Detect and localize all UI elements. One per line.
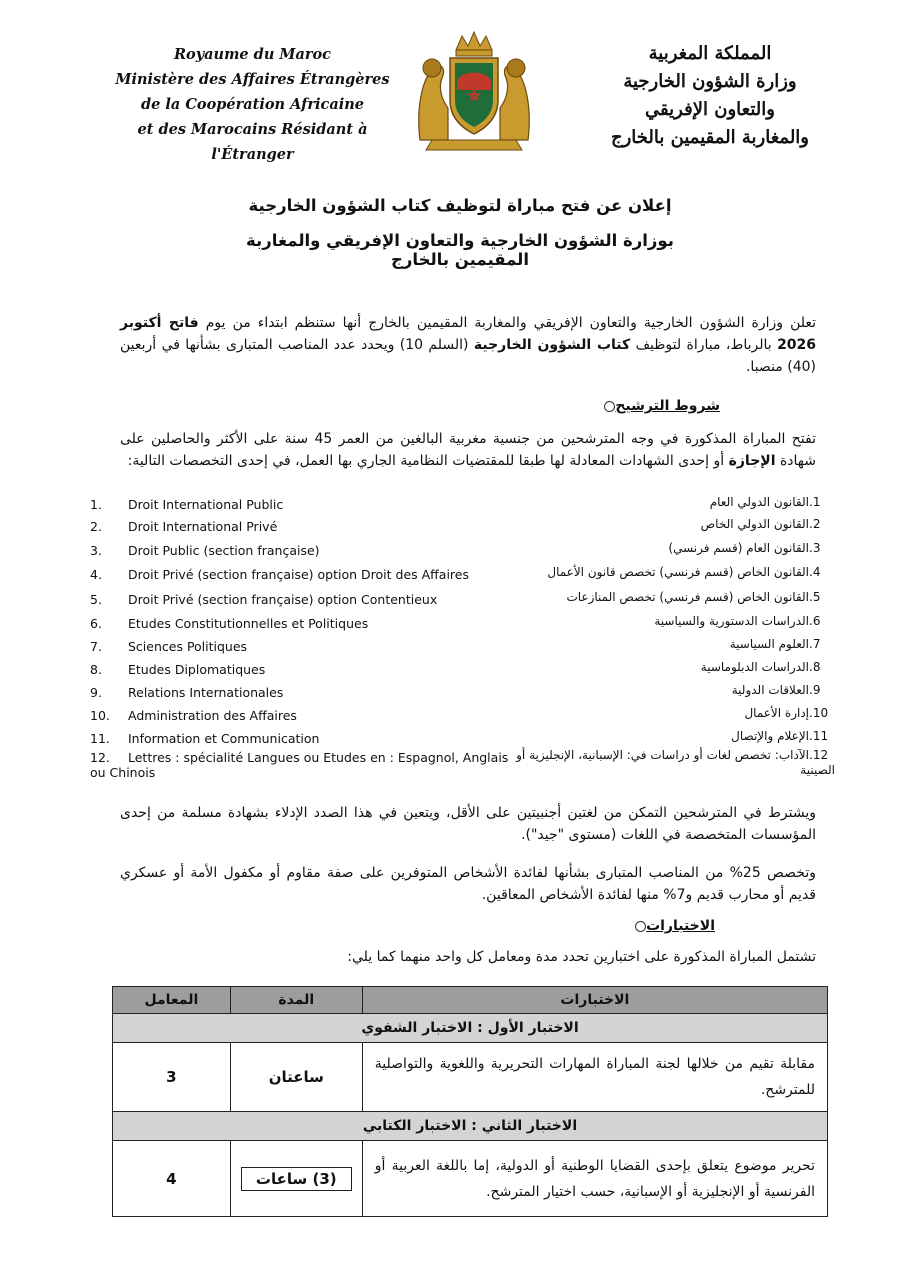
specialty-number: 8. xyxy=(809,660,821,674)
specialty-ar-label: القانون الخاص (قسم فرنسي) تخصص قانون الأعمال xyxy=(547,565,809,579)
specialty-number: 11. xyxy=(809,729,829,743)
specialty-ar-item xyxy=(505,590,835,605)
specialty-fr-item xyxy=(90,592,520,607)
exam-coefficient: 3 xyxy=(113,1043,231,1112)
specialty-ar-label: الدراسات الدبلوماسية xyxy=(700,660,809,674)
specialty-number: 8. xyxy=(90,662,102,677)
specialty-ar-label: العلاقات الدولية xyxy=(731,683,809,697)
specialty-number: 7. xyxy=(809,637,821,651)
specialty-ar-item xyxy=(505,706,835,721)
specialty-number: 4. xyxy=(809,565,821,579)
specialty-fr-item xyxy=(90,616,520,631)
col-exams-header: الاختبارات xyxy=(362,987,827,1014)
specialty-fr-label: Lettres : spécialité Langues ou Etudes en : Espagnol, Anglais ou Chinois xyxy=(90,750,509,780)
exams-intro: تشتمل المباراة المذكورة على اختبارين تحدد مدة ومعامل كل واحد منهما كما يلي: xyxy=(347,949,816,965)
specialty-number: 6. xyxy=(809,614,821,628)
circle-bullet-icon xyxy=(635,921,646,932)
section-label: الاختبار الأول : الاختبار الشفوي xyxy=(113,1014,828,1043)
intro-paragraph: تعلن وزارة الشؤون الخارجية والتعاون الإفريقي والمغاربة المقيمين بالخارج أنها ستنظم ابتداء من يوم فاتح أكتوبر 2026 بالرباط، مباراة لتوظيف كتاب الشؤون الخارجية (السلم 10) ويحدد عدد المناصب المتبارى بشأنها في أربعين (40) منصبا. xyxy=(120,315,817,375)
col-coef-header: المعامل xyxy=(113,987,231,1014)
specialty-fr-label: Droit Public (section française) xyxy=(128,543,320,558)
exam-duration: (3) ساعات xyxy=(241,1167,352,1191)
specialty-fr-item xyxy=(90,639,520,654)
specialty-fr-label: Information et Communication xyxy=(128,731,320,746)
header-fr-line: Royaume du Maroc xyxy=(173,46,331,63)
specialty-fr-label: Etudes Constitutionnelles et Politiques xyxy=(128,616,369,631)
specialty-number: 2. xyxy=(809,517,821,531)
languages-paragraph: ويشترط في المترشحين التمكن من لغتين أجنبيتين على الأقل، ويتعين في هذا الصدد الإدلاء بشهادة مسلمة من إحدى المؤسسات المتخصصة في اللغات (مستوى "جيد"). xyxy=(120,805,816,843)
coat-of-arms-emblem xyxy=(412,28,536,156)
table-row xyxy=(113,1043,828,1112)
header-ar-line: والتعاون الإفريقي xyxy=(645,99,775,120)
specialty-fr-label: Droit Privé (section française) option Droit des Affaires xyxy=(128,567,469,582)
header-ar-line: المملكة المغربية xyxy=(648,43,772,64)
specialty-number: 1. xyxy=(90,497,102,512)
header-ar-line: وزارة الشؤون الخارجية xyxy=(623,71,797,92)
specialty-fr-item xyxy=(90,662,520,677)
specialty-ar-item xyxy=(505,614,835,629)
specialty-number: 5. xyxy=(90,592,102,607)
exam-coefficient: 4 xyxy=(113,1141,231,1217)
specialty-number: 7. xyxy=(90,639,102,654)
conditions-paragraph: تفتح المباراة المذكورة في وجه المترشحين من جنسية مغربية البالغين من العمر 45 سنة على الأكثر والحاصلين على شهادة الإجازة أو إحدى الشهادات المعادلة لها طبقا للمقتضيات النظامية الجاري بها العمل، في إحدى التخصصات التالية: xyxy=(120,431,816,469)
specialty-fr-item xyxy=(90,731,520,746)
header-ar xyxy=(600,40,820,152)
specialty-ar-item xyxy=(505,541,835,556)
title-line-1: إعلان عن فتح مباراة لتوظيف كتاب الشؤون الخارجية xyxy=(248,196,672,215)
specialty-ar-item xyxy=(505,637,835,652)
specialty-ar-item xyxy=(505,683,835,698)
specialty-number: 6. xyxy=(90,616,102,631)
specialty-fr-label: Relations Internationales xyxy=(128,685,284,700)
specialty-number: 9. xyxy=(90,685,102,700)
specialty-number: 10. xyxy=(809,706,829,720)
specialty-number: 9. xyxy=(809,683,821,697)
announcement-title xyxy=(210,196,710,269)
section-label: الاختبار الثاني : الاختبار الكتابي xyxy=(113,1112,828,1141)
table-row xyxy=(113,1141,828,1217)
specialty-ar-label: القانون الدولي العام xyxy=(709,495,809,509)
exam-duration: ساعتان xyxy=(230,1043,362,1112)
specialty-ar-label: العلوم السياسية xyxy=(729,637,809,651)
specialty-number: 5. xyxy=(809,590,821,604)
specialty-ar-label: القانون الخاص (قسم فرنسي) تخصص المنازعات xyxy=(566,590,809,604)
specialty-number: 1. xyxy=(809,495,821,509)
specialty-ar-label: إدارة الأعمال xyxy=(744,706,809,720)
specialty-ar-label: الإعلام والإتصال xyxy=(731,729,809,743)
header-fr-line: Ministère des Affaires Étrangères xyxy=(115,71,390,88)
specialty-fr-item xyxy=(90,497,520,512)
header-fr-line: de la Coopération Africaine xyxy=(141,96,364,113)
specialty-ar-label: القانون العام (قسم فرنسي) xyxy=(668,541,809,555)
quota-paragraph: وتخصص 25% من المناصب المتبارى بشأنها لفائدة الأشخاص المتوفرين على صفة مقاوم أو مكفول الأمة أو عسكري قديم أو محارب قديم و7% منها لفائدة الأشخاص المعاقين. xyxy=(120,865,816,903)
specialty-number: 10. xyxy=(90,708,110,723)
specialty-ar-item xyxy=(505,748,835,778)
specialty-fr-label: Droit International Public xyxy=(128,497,284,512)
specialty-number: 4. xyxy=(90,567,102,582)
specialty-number: 12. xyxy=(809,748,829,762)
specialty-number: 2. xyxy=(90,519,102,534)
specialty-fr-item xyxy=(90,685,520,700)
specialty-ar-item xyxy=(505,517,835,532)
exam-description: مقابلة تقيم من خلالها لجنة المباراة المهارات التحريرية واللغوية والتواصلية للمترشح. xyxy=(362,1043,827,1112)
header-ar-line: والمغاربة المقيمين بالخارج xyxy=(611,127,809,148)
specialty-number: 12. xyxy=(90,750,110,765)
degree-name: الإجازة xyxy=(728,453,776,469)
specialty-fr-label: Sciences Politiques xyxy=(128,639,248,654)
specialty-ar-item xyxy=(505,729,835,744)
specialty-ar-label: الدراسات الدستورية والسياسية xyxy=(654,614,809,628)
title-line-2: بوزارة الشؤون الخارجية والتعاون الإفريقي والمغاربة المقيمين بالخارج xyxy=(246,231,674,269)
table-section-row xyxy=(113,1014,828,1043)
exams-heading: الاختبارات xyxy=(617,918,715,934)
specialty-fr-item xyxy=(90,708,520,723)
opening-date: فاتح أكتوبر 2026 xyxy=(120,315,817,353)
specialty-fr-label: Droit International Privé xyxy=(128,519,278,534)
specialty-fr-item xyxy=(90,543,520,558)
specialty-number: 3. xyxy=(90,543,102,558)
specialty-ar-label: القانون الدولي الخاص xyxy=(700,517,809,531)
specialty-ar-item xyxy=(505,565,835,580)
specialty-fr-label: Droit Privé (section française) option Contentieux xyxy=(128,592,438,607)
exams-table xyxy=(112,986,828,1217)
header-fr xyxy=(115,42,390,167)
post-name: كتاب الشؤون الخارجية xyxy=(473,337,631,353)
specialty-fr-item xyxy=(90,519,520,534)
table-section-row xyxy=(113,1112,828,1141)
circle-bullet-icon xyxy=(604,401,615,412)
specialty-fr-item xyxy=(90,750,520,780)
specialty-ar-item xyxy=(505,660,835,675)
specialty-fr-label: Administration des Affaires xyxy=(128,708,297,723)
col-duration-header: المدة xyxy=(230,987,362,1014)
specialty-ar-label: الآداب: تخصص لغات أو دراسات في: الإسبانية، الإنجليزية أو الصينية xyxy=(516,748,835,777)
header-fr-line: et des Marocains Résidant à l'Étranger xyxy=(137,121,368,163)
specialty-fr-item xyxy=(90,567,520,582)
specialty-ar-item xyxy=(505,495,835,510)
conditions-heading: شروط الترشيح xyxy=(586,398,720,414)
exam-description: تحرير موضوع يتعلق بإحدى القضايا الوطنية أو الدولية، إما باللغة العربية أو الفرنسية أو الإنجليزية أو الإسبانية، حسب اختيار المترشح. xyxy=(362,1141,827,1217)
specialty-number: 11. xyxy=(90,731,110,746)
table-header-row xyxy=(113,987,828,1014)
specialty-fr-label: Etudes Diplomatiques xyxy=(128,662,266,677)
specialty-number: 3. xyxy=(809,541,821,555)
